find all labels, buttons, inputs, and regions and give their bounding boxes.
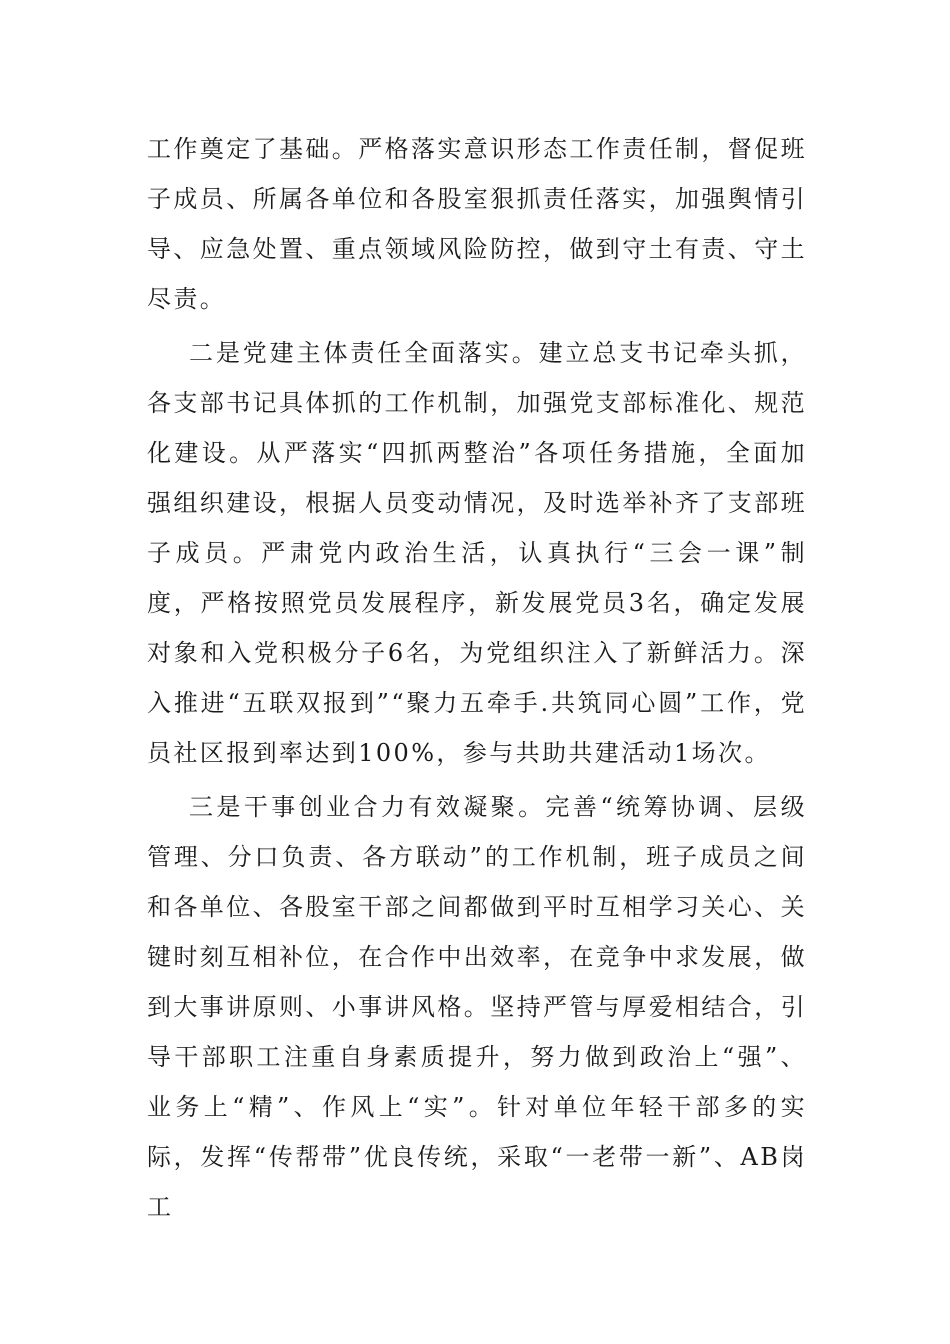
- paragraph-party-building: 二是党建主体责任全面落实。建立总支书记牵头抓，各支部书记具体抓的工作机制，加强党支部标准化、规范化建设。从严落实“四抓两整治”各项任务措施，全面加强组织建设，根据人员变动情况，及时选举补齐了支部班子成员。严肃党内政治生活，认真执行“三会一课”制度，严格按照党员发展程序，新发展党员3名，确定发展对象和入党积极分子6名，为党组织注入了新鲜活力。深入推进“五联双报到”“聚力五牵手.共筑同心圆”工作，党员社区报到率达到100%，参与共助共建活动1场次。: [147, 339, 807, 767]
- document-body: [147, 124, 807, 1232]
- paragraph-continued: 工作奠定了基础。严格落实意识形态工作责任制，督促班子成员、所属各单位和各股室狠抓责任落实，加强舆情引导、应急处置、重点领域风险防控，做到守土有责、守土尽责。: [147, 135, 807, 313]
- paragraph-cohesion: 三是干事创业合力有效凝聚。完善“统筹协调、层级管理、分口负责、各方联动”的工作机制，班子成员之间和各单位、各股室干部之间都做到平时互相学习关心、关键时刻互相补位，在合作中出效率，在竞争中求发展，做到大事讲原则、小事讲风格。坚持严管与厚爱相结合，引导干部职工注重自身素质提升，努力做到政治上“强”、业务上“精”、作风上“实”。针对单位年轻干部多的实际，发挥“传帮带”优良传统，采取“一老带一新”、AB岗工: [147, 793, 807, 1221]
